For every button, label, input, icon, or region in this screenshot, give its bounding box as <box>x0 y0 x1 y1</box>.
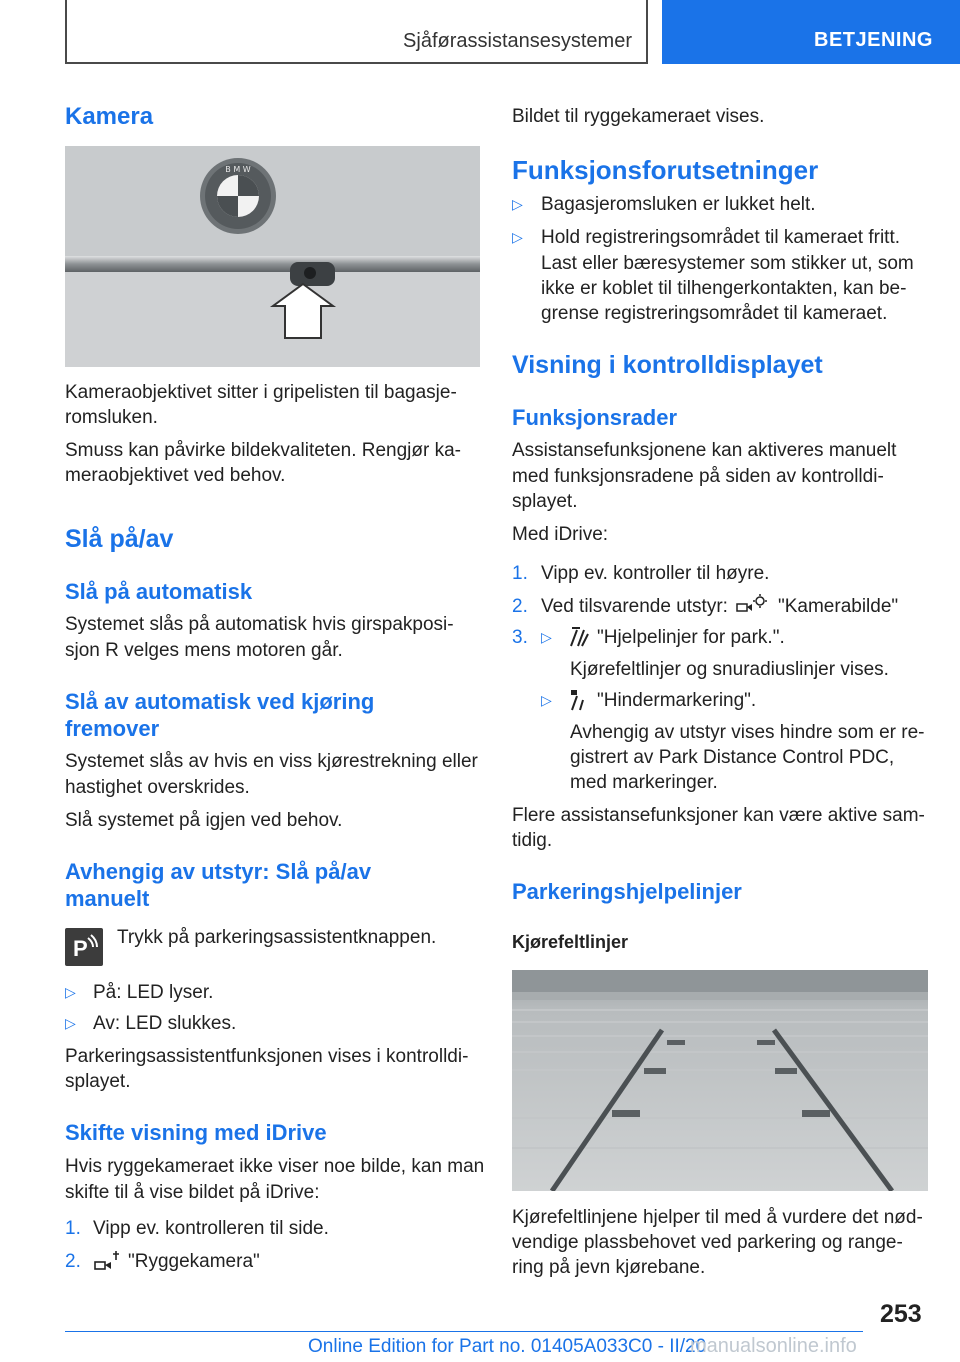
rader-text-a: Assistansefunksjonene kan aktiveres manuelt <box>512 440 897 461</box>
step-number: 3. <box>512 627 528 648</box>
bullet-pa: På: LED lyser. <box>93 982 214 1003</box>
r-step-3b-text-a: Avhengig av utstyr vises hindre som er re- <box>570 722 925 743</box>
sla-auto-text-b: sjon R velges mens motoren går. <box>65 640 343 661</box>
bildet-text: Bildet til ryggekameraet vises. <box>512 106 765 127</box>
r-step-3b-text-c: med markeringer. <box>570 772 718 793</box>
flere-text-a: Flere assistansefunksjoner kan være aktive sam- <box>512 805 925 826</box>
avh-heading-a: Avhengig av utstyr: Slå på/av <box>65 859 372 884</box>
sla-av-text-a: Systemet slås av hvis en viss kjørestrekning eller <box>65 751 478 772</box>
r-step-3-sub: Kjørefeltlinjer og snuradiuslinjer vises. <box>570 659 889 680</box>
kamera-heading: Kamera <box>65 103 154 130</box>
rear-camera-icon <box>93 1250 121 1279</box>
step-2: "Ryggekamera" <box>128 1251 260 1272</box>
footer-edition: Online Edition for Part no. 01405A033C0 - II/20 <box>308 1336 707 1357</box>
kjorefelt-heading: Kjørefeltlinjer <box>512 932 629 952</box>
rader-heading: Funksjonsrader <box>512 405 678 430</box>
step-number: 2. <box>65 1251 81 1272</box>
parking-assistant-button-icon <box>65 928 103 966</box>
skifte-heading: Skifte visning med iDrive <box>65 1120 327 1145</box>
visning-heading: Visning i kontrolldisplayet <box>512 351 823 379</box>
kjorefelt-text-c: ring på jevn kjørebane. <box>512 1257 706 1278</box>
funk-bullet-1: Bagasjeromsluken er lukket helt. <box>541 194 816 215</box>
sla-auto-text-a: Systemet slås på automatisk hvis girspakposi- <box>65 614 454 635</box>
park-text-b: splayet. <box>65 1071 131 1092</box>
r-step-2a: Ved tilsvarende utstyr: <box>541 596 728 617</box>
avh-heading-b: manuelt <box>65 886 150 911</box>
kjorefelt-text-b: vendige plassbehovet ved parkering og range- <box>512 1232 903 1253</box>
header-section-title: Sjåførassistansesystemer <box>403 30 632 52</box>
park-text-a: Parkeringsassistentfunksjonen vises i kontrolldi- <box>65 1046 469 1067</box>
parkering-heading: Parkeringshjelpelinjer <box>512 879 742 904</box>
header-chapter-tab <box>662 0 960 64</box>
med-idrive-text: Med iDrive: <box>512 524 609 545</box>
r-step-3b: "Hindermarkering". <box>597 690 757 711</box>
lane-lines-illustration <box>512 970 928 1191</box>
step-number: 1. <box>65 1218 81 1239</box>
sla-av-text-b: hastighet overskrides. <box>65 777 250 798</box>
watermark: manualsonline.info <box>690 1335 857 1357</box>
kjorefelt-text-a: Kjørefeltlinjene hjelper til med å vurdere det nød- <box>512 1207 923 1228</box>
flere-text-b: tidig. <box>512 830 553 851</box>
rader-text-c: splayet. <box>512 491 578 512</box>
sla-heading: Slå på/av <box>65 525 174 553</box>
funk-bullet-2c: ikke er koblet til tilhengerkontakten, kan be- <box>541 278 907 299</box>
r-step-3b-text-b: gistrert av Park Distance Control PDC, <box>570 747 895 768</box>
funk-bullet-2a: Hold registreringsområdet til kameraet fritt. <box>541 227 901 248</box>
funk-bullet-2d: grense registreringsområdet til kameraet. <box>541 303 888 324</box>
kamera-text-2b: meraobjektivet ved behov. <box>65 465 286 486</box>
funk-heading: Funksjonsforutsetninger <box>512 155 819 185</box>
bullet-av: Av: LED slukkes. <box>93 1013 237 1034</box>
sla-auto-heading: Slå på automatisk <box>65 579 253 604</box>
sla-av-heading-b: fremover <box>65 716 160 741</box>
kamera-text-1b: romsluken. <box>65 407 158 428</box>
r-step-3: "Hjelpelinjer for park.". <box>597 627 785 648</box>
step-number: 1. <box>512 563 528 584</box>
skifte-text-b: skifte til å vise bildet på iDrive: <box>65 1182 320 1203</box>
kamera-text-2a: Smuss kan påvirke bildekvaliteten. Rengjør ka- <box>65 440 462 461</box>
parking-lines-icon <box>568 624 590 653</box>
rader-text-b: med funksjonsradene på siden av kontrolldi- <box>512 466 884 487</box>
r-step-1: Vipp ev. kontroller til høyre. <box>541 563 770 584</box>
r-step-2b: "Kamerabilde" <box>778 596 899 617</box>
kamera-text-1a: Kameraobjektivet sitter i gripelisten til bagasje- <box>65 382 457 403</box>
bullet-marker: ▷ <box>512 229 523 245</box>
bullet-marker: ▷ <box>65 1015 76 1031</box>
step-number: 2. <box>512 596 528 617</box>
sla-av-text-c: Slå systemet på igjen ved behov. <box>65 810 343 831</box>
funk-bullet-2b: Last eller bæresystemer som stikker ut, som <box>541 253 914 274</box>
bullet-marker: ▷ <box>541 629 552 645</box>
step-1: Vipp ev. kontrolleren til side. <box>93 1218 329 1239</box>
footer-divider <box>65 1331 863 1332</box>
svg-text:B M W: B M W <box>225 165 251 174</box>
sla-av-heading-a: Slå av automatisk ved kjøring <box>65 689 375 714</box>
page-number: 253 <box>880 1300 922 1328</box>
header-section-box <box>65 0 648 64</box>
header-chapter-title: BETJENING <box>814 29 933 51</box>
camera-illustration <box>65 146 480 367</box>
avh-text: Trykk på parkeringsassistentknappen. <box>117 927 437 948</box>
bullet-marker: ▷ <box>65 984 76 1000</box>
camera-view-icon <box>734 592 768 621</box>
skifte-text-a: Hvis ryggekameraet ikke viser noe bilde, kan man <box>65 1156 485 1177</box>
bullet-marker: ▷ <box>512 196 523 212</box>
svg-text:P: P <box>73 936 88 961</box>
obstacle-marking-icon <box>568 688 590 717</box>
bullet-marker: ▷ <box>541 692 552 708</box>
